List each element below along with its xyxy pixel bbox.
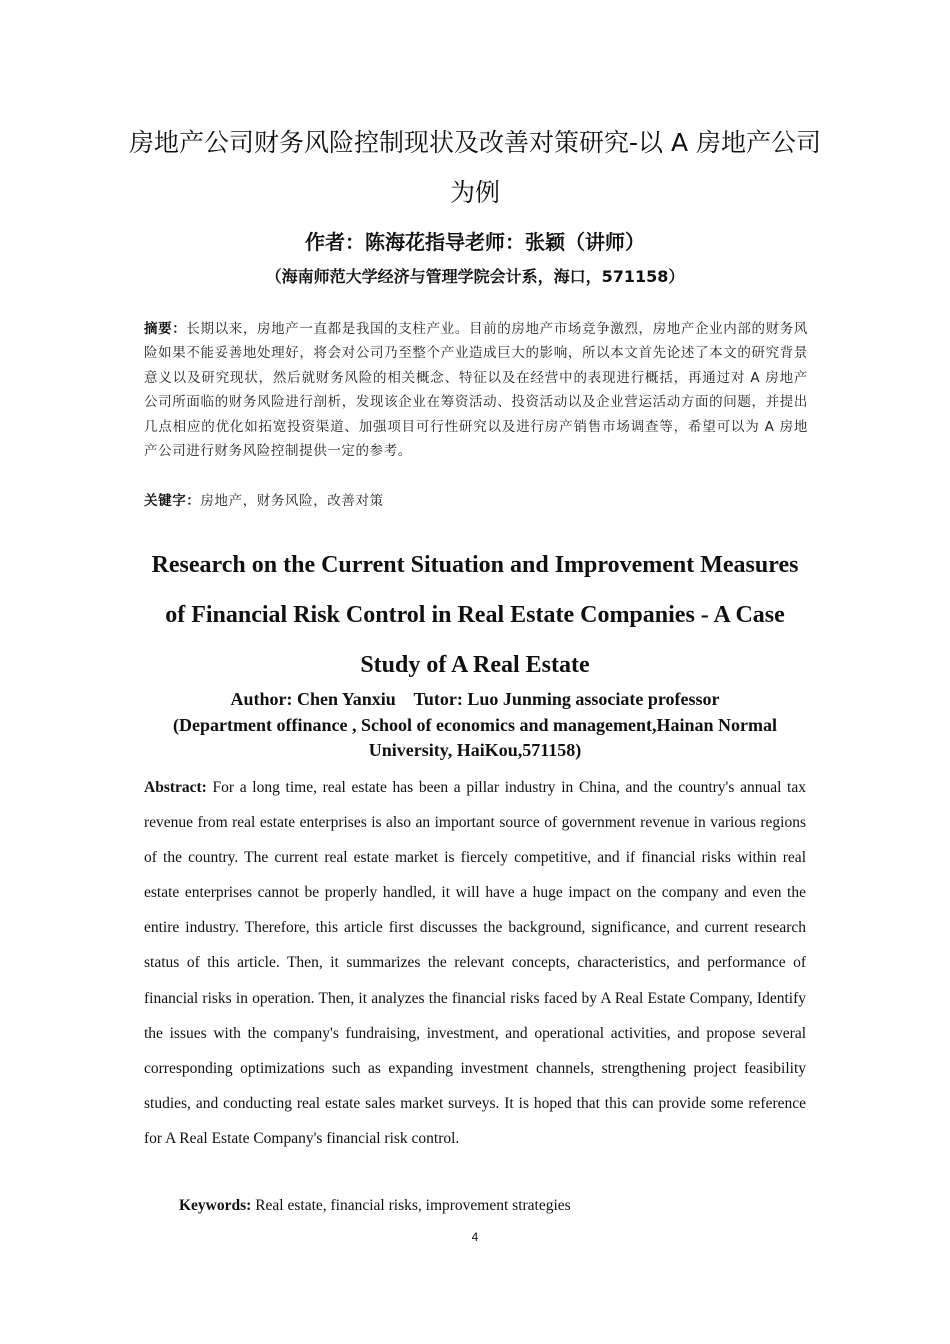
english-keywords [179, 1192, 806, 1220]
chinese-abstract [144, 317, 808, 463]
english-title: Research on the Current Situation and Improvement Measures of Financial Risk Control in Real Estate Companies - A Case Study of A Real Estate [151, 552, 799, 678]
chinese-affiliation: （海南师范大学经济与管理学院会计系，海口，571158） [265, 267, 685, 286]
chinese-abstract-label: 摘要： [144, 321, 187, 337]
chinese-title: 房地产公司财务风险控制现状及改善对策研究-以 A 房地产公司为例 [128, 128, 822, 207]
chinese-keywords [144, 489, 808, 513]
english-keywords-text: Real estate, financial risks, improvement strategies [251, 1197, 571, 1214]
english-affiliation: (Department offinance , School of economics and management,Hainan Normal University, HaiKou,571158) [173, 715, 777, 760]
chinese-keywords-text: 房地产，财务风险，改善对策 [200, 493, 384, 509]
page-number: 4 [471, 1230, 479, 1244]
english-abstract [144, 770, 806, 1156]
english-abstract-label: Abstract: [144, 779, 207, 796]
english-author-line: Author: Chen Yanxiu Tutor: Luo Junming associate professor [230, 689, 720, 709]
english-keywords-label: Keywords: [179, 1197, 252, 1214]
chinese-author-line: 作者：陈海花指导老师：张颖（讲师） [305, 230, 645, 254]
chinese-keywords-label: 关键字： [144, 493, 201, 509]
english-abstract-text: For a long time, real estate has been a pillar industry in China, and the country's annual tax revenue from real estate enterprises is also an important source of government revenue in various regions of the country. The current real estate market is fiercely competitive, and if financial risks within real estate enterprises cannot be properly handled, it will have a huge impact on the company and even the entire industry. Therefore, this article first discusses the background, significance, and current research status of this article. Then, it summarizes the relevant concepts, characteristics, and performance of financial risks in operation. Then, it analyzes the financial risks faced by A Real Estate Company, Identify the issues with the company's fundraising, investment, and operational activities, and propose several corresponding optimizations such as expanding investment channels, strengthening project feasibility studies, and conducting real estate sales market surveys. It is hoped that this can provide some reference for A Real Estate Company's financial risk control. [144, 779, 806, 1147]
chinese-abstract-text: 长期以来，房地产一直都是我国的支柱产业。目前的房地产市场竞争激烈，房地产企业内部的财务风险如果不能妥善地处理好，将会对公司乃至整个产业造成巨大的影响，所以本文首先论述了本文的研究背景意义以及研究现状，然后就财务风险的相关概念、特征以及在经营中的表现进行概括，再通过对 A 房地产公司所面临的财务风险进行剖析，发现该企业在筹资活动、投资活动以及企业营运活动方面的问题，并提出几点相应的优化如拓宽投资渠道、加强项目可行性研究以及进行房产销售市场调查等，希望可以为 A 房地产公司进行财务风险控制提供一定的参考。 [144, 321, 808, 460]
